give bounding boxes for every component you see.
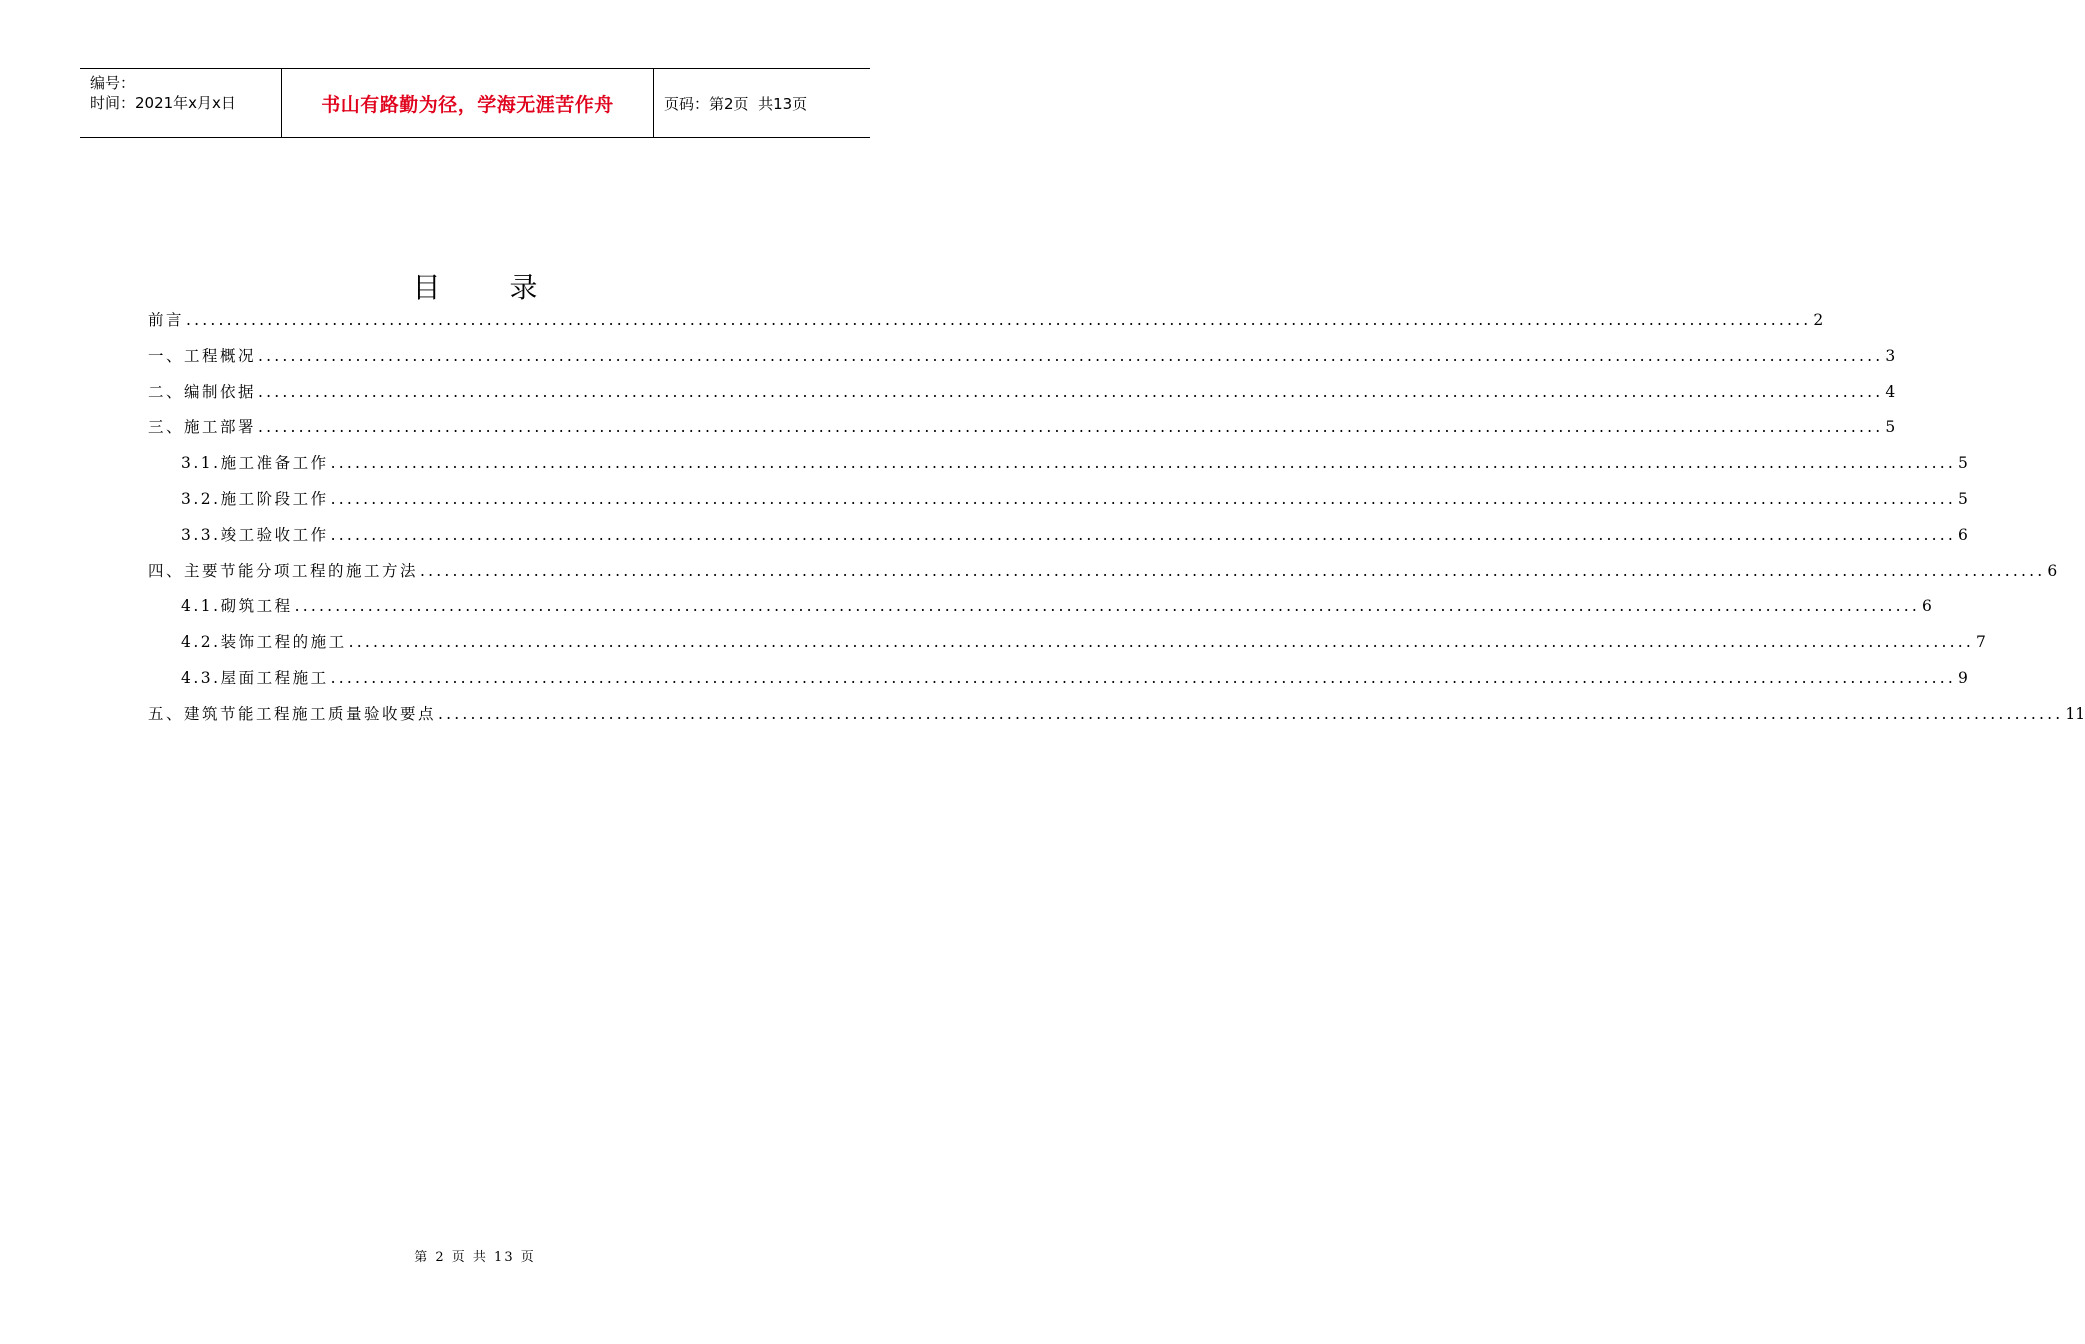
toc-entry-label: 4.2.装饰工程的施工 bbox=[181, 633, 347, 652]
toc-leader-dots: ........................................................................................................................................................................................................ bbox=[330, 668, 1956, 687]
toc-leader-dots: ........................................................................................................................................................................................................ bbox=[330, 454, 1956, 473]
toc-leader-dots: ........................................................................................................................................................................................................ bbox=[420, 561, 2046, 580]
toc-entry-section-5[interactable] bbox=[148, 702, 2085, 738]
toc-leader-dots: ........................................................................................................................................................................................................ bbox=[258, 418, 1884, 437]
toc-leader-dots: ........................................................................................................................................................................................................ bbox=[294, 597, 1920, 616]
toc-entry-page: 11 bbox=[2065, 704, 2085, 723]
toc-title: 目 录 bbox=[412, 271, 568, 304]
table-of-contents bbox=[148, 308, 2085, 738]
toc-entry-page: 7 bbox=[1975, 633, 1986, 652]
toc-leader-dots: ........................................................................................................................................................................................................ bbox=[186, 311, 1812, 329]
toc-entry-label: 四、主要节能分项工程的施工方法 bbox=[148, 561, 419, 580]
document-number-label: 编号： bbox=[90, 74, 136, 92]
toc-entry-section-1[interactable] bbox=[148, 344, 1896, 380]
toc-entry-page: 6 bbox=[1921, 597, 1932, 616]
toc-entry-section-3-2[interactable] bbox=[148, 487, 1968, 523]
toc-leader-dots: ........................................................................................................................................................................................................ bbox=[258, 382, 1884, 401]
toc-entry-section-3-1[interactable] bbox=[148, 451, 1968, 487]
toc-entry-section-4-3[interactable] bbox=[148, 666, 1968, 702]
toc-leader-dots: ........................................................................................................................................................................................................ bbox=[330, 489, 1956, 508]
header-meta bbox=[80, 69, 282, 137]
page-footer: 第 2 页 共 13 页 bbox=[414, 1250, 536, 1265]
toc-entry-label: 3.2.施工阶段工作 bbox=[181, 489, 329, 508]
toc-entry-label: 五、建筑节能工程施工质量验收要点 bbox=[148, 704, 437, 723]
toc-entry-page: 9 bbox=[1957, 668, 1968, 687]
toc-leader-dots: ........................................................................................................................................................................................................ bbox=[438, 704, 2064, 723]
document-time: 时间：2021年x月x日 bbox=[90, 94, 236, 112]
header-page-info bbox=[654, 69, 870, 137]
toc-entry-label: 前言 bbox=[148, 311, 185, 329]
toc-entry-label: 4.1.砌筑工程 bbox=[181, 597, 293, 616]
toc-entry-page: 2 bbox=[1813, 311, 1824, 329]
page-header bbox=[80, 68, 870, 138]
toc-entry-section-4[interactable] bbox=[148, 559, 2058, 595]
toc-entry-label: 3.1.施工准备工作 bbox=[181, 454, 329, 473]
toc-entry-section-4-1[interactable] bbox=[148, 594, 1932, 630]
toc-entry-page: 6 bbox=[2047, 561, 2058, 580]
toc-entry-page: 5 bbox=[1957, 454, 1968, 473]
toc-entry-page: 6 bbox=[1957, 525, 1968, 544]
toc-entry-section-2[interactable] bbox=[148, 380, 1896, 416]
toc-entry-label: 4.3.屋面工程施工 bbox=[181, 668, 329, 687]
toc-entry-page: 5 bbox=[1885, 418, 1896, 437]
toc-entry-page: 4 bbox=[1885, 382, 1896, 401]
toc-entry-section-3[interactable] bbox=[148, 415, 1896, 451]
toc-entry-section-3-3[interactable] bbox=[148, 523, 1968, 559]
toc-entry-label: 三、施工部署 bbox=[148, 418, 257, 437]
toc-entry-preface[interactable] bbox=[148, 308, 1824, 344]
toc-leader-dots: ........................................................................................................................................................................................................ bbox=[330, 525, 1956, 544]
header-motto: 书山有路勤为径，学海无涯苦作舟 bbox=[282, 69, 654, 137]
toc-entry-label: 一、工程概况 bbox=[148, 346, 257, 365]
toc-entry-label: 二、编制依据 bbox=[148, 382, 257, 401]
toc-entry-label: 3.3.竣工验收工作 bbox=[181, 525, 329, 544]
toc-leader-dots: ........................................................................................................................................................................................................ bbox=[348, 633, 1974, 652]
toc-leader-dots: ........................................................................................................................................................................................................ bbox=[258, 346, 1884, 365]
toc-entry-page: 5 bbox=[1957, 489, 1968, 508]
page-info-text: 页码：第2页 共13页 bbox=[664, 94, 808, 113]
toc-entry-page: 3 bbox=[1885, 346, 1896, 365]
toc-entry-section-4-2[interactable] bbox=[148, 630, 1986, 666]
